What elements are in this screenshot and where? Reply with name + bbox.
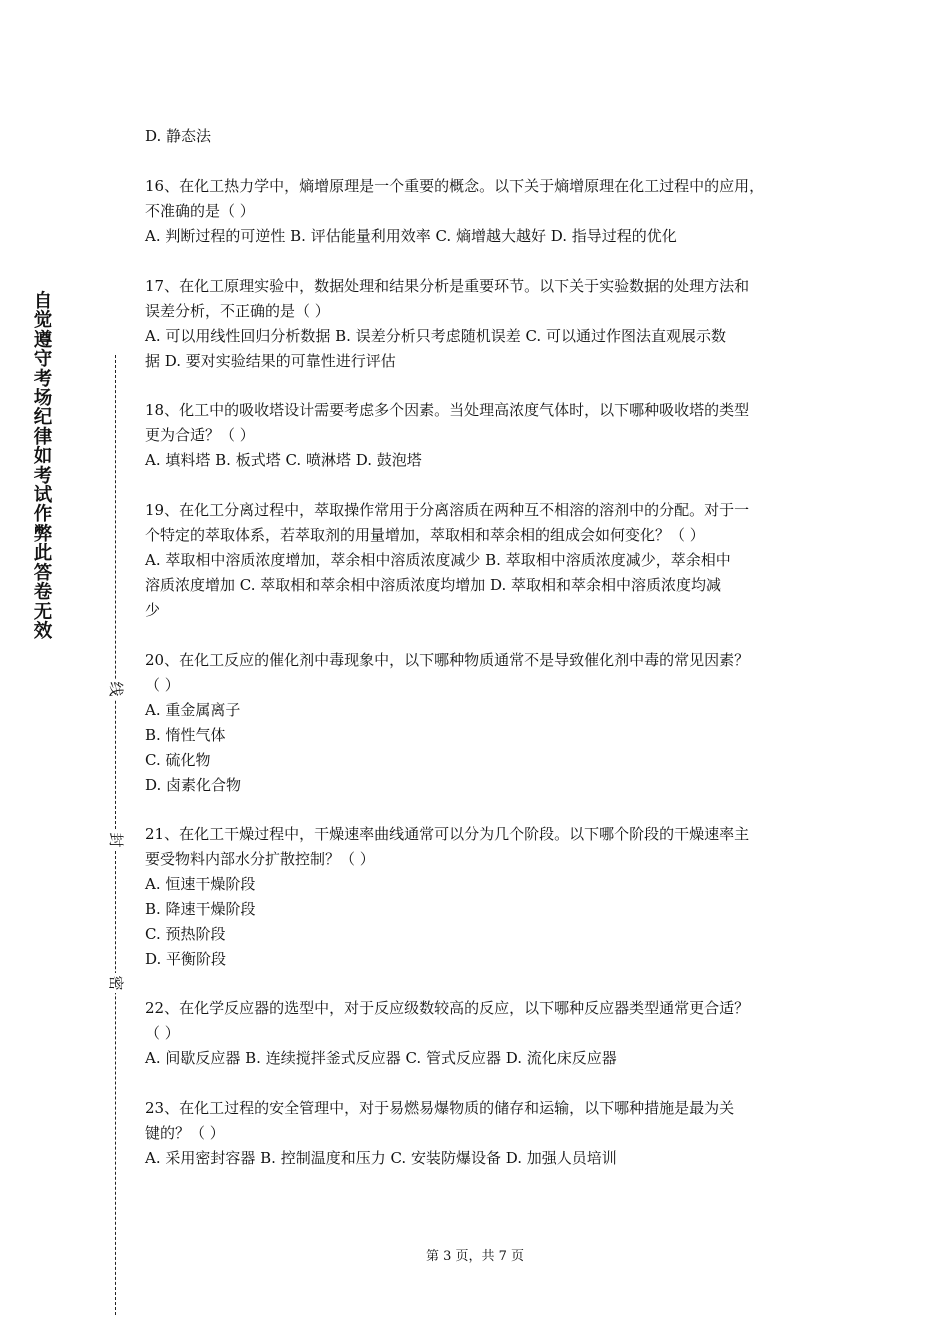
option-line: B. 降速干燥阶段 — [145, 900, 256, 918]
option-line: A. 恒速干燥阶段 — [145, 875, 256, 893]
side-warning: 自觉遵守考场纪律如考试作弊此答卷无效 — [33, 291, 53, 642]
seal-label-dense: 密 — [105, 973, 127, 993]
option-line: A. 间歇反应器 B. 连续搅拌釜式反应器 C. 管式反应器 D. 流化床反应器 — [145, 1049, 617, 1067]
question-20 — [145, 648, 815, 798]
seal-label-seal: 封 — [105, 830, 127, 850]
option-line: D. 卤素化合物 — [145, 776, 242, 794]
option-line: 据 D. 要对实验结果的可靠性进行评估 — [145, 352, 396, 370]
lead-option — [145, 124, 815, 149]
page-number: 第 3 页，共 7 页 — [425, 1249, 525, 1264]
option-line: A. 采用密封容器 B. 控制温度和压力 C. 安装防爆设备 D. 加强人员培训 — [145, 1149, 617, 1167]
option-line: 溶质浓度增加 C. 萃取相和萃余相中溶质浓度均增加 D. 萃取相和萃余相中溶质浓度均减 — [145, 576, 722, 594]
question-stem: 18、化工中的吸收塔设计需要考虑多个因素。当处理高浓度气体时，以下哪种吸收塔的类型 — [145, 401, 750, 419]
question-21 — [145, 822, 815, 972]
question-23 — [145, 1096, 815, 1171]
question-stem: 20、在化工反应的催化剂中毒现象中，以下哪种物质通常不是导致催化剂中毒的常见因素？ — [145, 651, 750, 669]
question-stem: 23、在化工过程的安全管理中，对于易燃易爆物质的储存和运输，以下哪种措施是最为关 — [145, 1099, 735, 1117]
question-stem: 21、在化工干燥过程中，干燥速率曲线通常可以分为几个阶段。以下哪个阶段的干燥速率主 — [145, 825, 750, 843]
question-16 — [145, 174, 815, 249]
question-stem: 16、在化工热力学中，熵增原理是一个重要的概念。以下关于熵增原理在化工过程中的应用， — [145, 177, 765, 195]
question-stem: 更为合适？（ ） — [145, 426, 255, 444]
question-stem: 22、在化学反应器的选型中，对于反应级数较高的反应，以下哪种反应器类型通常更合适？ — [145, 999, 750, 1017]
question-stem: 个特定的萃取体系，若萃取剂的用量增加，萃取相和萃余相的组成会如何变化？（ ） — [145, 526, 705, 544]
option-line: A. 萃取相中溶质浓度增加，萃余相中溶质浓度减少 B. 萃取相中溶质浓度减少，萃余相中 — [145, 551, 731, 569]
question-stem: （ ） — [145, 1024, 180, 1042]
option-line: C. 预热阶段 — [145, 925, 226, 943]
question-stem: 键的？（ ） — [145, 1124, 225, 1142]
question-18 — [145, 398, 815, 473]
option-line: A. 判断过程的可逆性 B. 评估能量利用效率 C. 熵增越大越好 D. 指导过程的优化 — [145, 227, 677, 245]
option-line: C. 硫化物 — [145, 751, 211, 769]
option-line: 少 — [145, 601, 161, 619]
option-line: D. 静态法 — [145, 127, 212, 145]
question-stem: 19、在化工分离过程中，萃取操作常用于分离溶质在两种互不相溶的溶剂中的分配。对于一 — [145, 501, 750, 519]
question-17 — [145, 274, 815, 374]
option-line: D. 平衡阶段 — [145, 950, 227, 968]
question-stem: 要受物料内部水分扩散控制？（ ） — [145, 850, 375, 868]
seal-label-line: 线 — [105, 679, 127, 699]
question-22 — [145, 996, 815, 1071]
option-line: A. 重金属离子 — [145, 701, 241, 719]
question-stem: 误差分析，不正确的是（ ） — [145, 302, 330, 320]
option-line: B. 惰性气体 — [145, 726, 226, 744]
question-stem: 17、在化工原理实验中，数据处理和结果分析是重要环节。以下关于实验数据的处理方法和 — [145, 277, 750, 295]
question-stem: 不准确的是（ ） — [145, 202, 255, 220]
question-19 — [145, 498, 815, 623]
option-line: A. 可以用线性回归分析数据 B. 误差分析只考虑随机误差 C. 可以通过作图法直观展示数 — [145, 327, 726, 345]
option-line: A. 填料塔 B. 板式塔 C. 喷淋塔 D. 鼓泡塔 — [145, 451, 422, 469]
question-stem: （ ） — [145, 676, 180, 694]
